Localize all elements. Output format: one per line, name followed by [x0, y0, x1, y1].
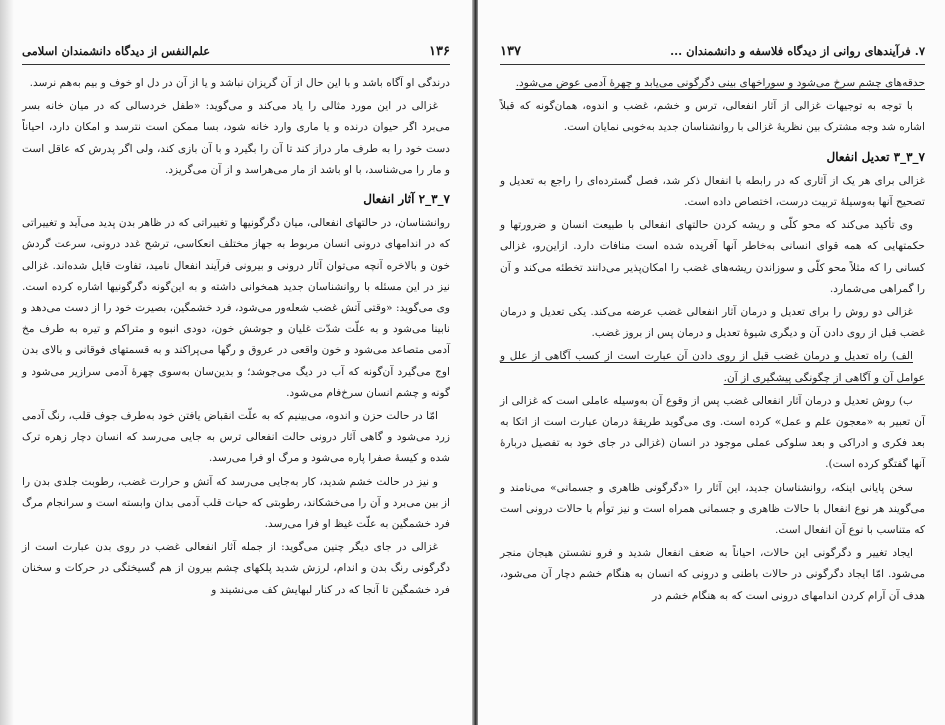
left-section-paragraph-3: و نیز در حالت خشم شدید، کار به‌جایی می‌رسد که آتش و حرارت غضب، رطوبت جلدی بدن را از بین می‌برد و آن را می‌خشکاند، رطوبتی که حیات قلب آدمی بدان وابسته است و سرانجام مرگ فرد خشمگین به علّت غیظ او فرا می‌رسد. — [22, 475, 450, 531]
right-section-title: ۷_۳_۳ تعدیل انفعال — [826, 149, 925, 164]
left-section-paragraph-4: غزالی در جای دیگر چنین می‌گوید: از جمله آثار انفعالی غضب در روی بدن عبارت است از دگرگونی رنگ بدن و اندام، لرزش شدید پلکهای چشم بیرون از هم گسیختگی در حرکات و سخنان فرد خشمگین تا آنجا که در کنار لبهایش کف می‌نشیند و — [22, 541, 450, 596]
left-section-title: ۷_۳_۲ آثار انفعال — [363, 192, 450, 207]
left-page-number: ۱۳۶ — [429, 44, 450, 59]
right-section-paragraph-1: غزالی برای هر یک از آثاری که در رابطه با انفعال ذکر شد، فصل گسترده‌ای را راجع به تعدیل و تصحیح آنها به‌وسیلهٔ تربیت درست، اختصاص داده است. — [500, 174, 925, 209]
left-page-header — [22, 44, 450, 65]
right-page-body — [500, 73, 925, 607]
left-paragraph-2: غزالی در این مورد مثالی را یاد می‌کند و می‌گوید: «طفل خردسالی که در میان خانه بسر می‌برد اگر حیوان درنده و یا ماری وارد خانه شود، بسا ممکن است نترسد و امکان دارد، احیاناً دست خود را به طرف مار دراز کند تا آن را بگیرد و با آن بازی کند، ولی اگر پدرش که عاقل است و مار را می‌شناسد، با او باشد از مار می‌هراسد و از آن می‌گریزد. — [22, 100, 450, 176]
right-running-title: ۷. فرآیندهای روانی از دیدگاه فلاسفه و دانشمندان ... — [670, 44, 925, 58]
left-page — [0, 0, 472, 725]
right-page — [478, 0, 945, 725]
right-section-paragraph-4: الف) راه تعدیل و درمان غضب قبل از روی دادن آن عبارت است از کسب آگاهی از علل و عوامل آن و آگاهی از چگونگی پیشگیری از آن. — [500, 350, 925, 384]
left-section-paragraph-2: امّا در حالت حزن و اندوه، می‌بینیم که به علّت انقباض یافتن خود به‌طرف جوف قلب، رنگ آدمی زرد می‌شود و گاهی آثار درونی حالت انفعالی ترس به جایی می‌رسد که انسان دچار زهره ترک شده و کیسهٔ صفرا پاره می‌شود و مرگ او فرا می‌رسد. — [22, 410, 450, 465]
page-edge-shadow — [0, 0, 14, 725]
right-section-paragraph-5: ب) روش تعدیل و درمان آثار انفعالی غضب پس از وقوع آن به‌وسیله عاملی است که غزالی از آن تعبیر به «معجون علم و عمل» کرده است. وی می‌گوید طریقهٔ درمان عبارت است از اتکا به بعد فکری و ادراکی و بعد سلوکی عملی موجود در انسان (غزالی در جای خود به تفصیل دربارهٔ آنها گفتگو کرده است). — [500, 394, 925, 471]
right-section-paragraph-3: غزالی دو روش را برای تعدیل و درمان آثار انفعالی غضب عرضه می‌کند. یکی تعدیل و درمان غضب قبل از روی دادن آن و دیگری شیوهٔ تعدیل و درمان پس از بروز غضب. — [500, 306, 925, 340]
right-section-paragraph-7: ایجاد تغییر و دگرگونی این حالات، احیاناً به ضعف انفعال شدید و فرو نشستن هیجان منجر می‌شود. امّا ایجاد دگرگونی در حالات باطنی و درونی که انسان به هنگام خشم دچار آن می‌شود، هدف آن آرام کردن اندامهای درونی است که به هنگام خشم در — [500, 547, 925, 602]
right-page-header — [500, 44, 925, 65]
left-section-paragraph-1: روانشناسان، در حالتهای انفعالی، میان دگرگونیها و تغییراتی که در ظاهر بدن پدید می‌آید و تغییراتی که در اندامهای درونی انسان مربوط به جهاز مختلف انعکاسی، ترشح غدد درونی، سرعت گردش خون و بالاخره آنچه می‌توان آثار درونی و بیرونی فرآیند انفعال نامید، تفاوت قایل شده‌اند. غزالی نیز در این مسئله با روانشناسان جدید همخوانی داشته و به این‌گونه دگرگونیها اشاره کرده است. وی می‌گوید: «وقتی آتش غضب شعله‌ور می‌شود، فرد خشمگین، بصیرت خود را از دست می‌دهد و نابینا می‌شود و به علّت شدّت غلیان و جوشش خون، دودی انبوه و متراکم و تیره به طرف مخ آدمی متصاعد می‌شود و خون واقعی در عروق و رگها می‌پراکند و به قسمتهای فوقانی و بالای بدن اوج می‌گیرد آن‌گونه که آب در دیگ می‌جوشد؛ و بدین‌سان به‌سوی چهرهٔ آدمی سرازیر می‌شود و گونه و چشم انسان سرخ‌فام می‌شود. — [22, 217, 450, 399]
right-paragraph-2: با توجه به توجیهات غزالی از آثار انفعالی، ترس و خشم، غضب و اندوه، همان‌گونه که قبلاً اشاره شد وجه مشترک بین نظریهٔ غزالی با روانشناسان جدید به‌خوبی نمایان است. — [500, 100, 925, 134]
right-page-number: ۱۳۷ — [500, 44, 521, 59]
left-running-title: علم‌النفس از دیدگاه دانشمندان اسلامی — [22, 44, 211, 58]
right-section-paragraph-6: سخن پایانی اینکه، روانشناسان جدید، این آثار را «دگرگونی ظاهری و جسمانی» می‌نامند و می‌گویند هر نوع انفعال با حالات ظاهری و جسمانی همراه است و نیز توأم با حالات درونی است که متناسب با نوع آن انفعال است. — [500, 481, 925, 537]
right-section-paragraph-2: وی تأکید می‌کند که محو کلّی و ریشه کردن حالتهای انفعالی با طبیعت انسان و ضرورتها و حکمتهایی که همه قوای انسانی به‌خاطر آنها آفریده شده است منافات دارد. ازاین‌رو، غزالی کسانی را که مثلاً محو کلّی و سوزاندن ریشه‌های غضب را امکان‌پذیر می‌دانند تخطئه می‌کند و آن را گمراهی می‌شمارد. — [500, 219, 925, 295]
left-paragraph-1: درندگی او آگاه باشد و با این حال از آن گریزان نباشد و یا از آن در دل او خوف و بیم به‌هم نرسد. — [29, 77, 450, 89]
right-paragraph-1: حدقه‌های چشم سرخ می‌شود و سوراخهای بینی دگرگونی می‌یابد و چهرهٔ آدمی عوض می‌شود. — [515, 77, 925, 89]
left-page-body — [22, 73, 450, 601]
